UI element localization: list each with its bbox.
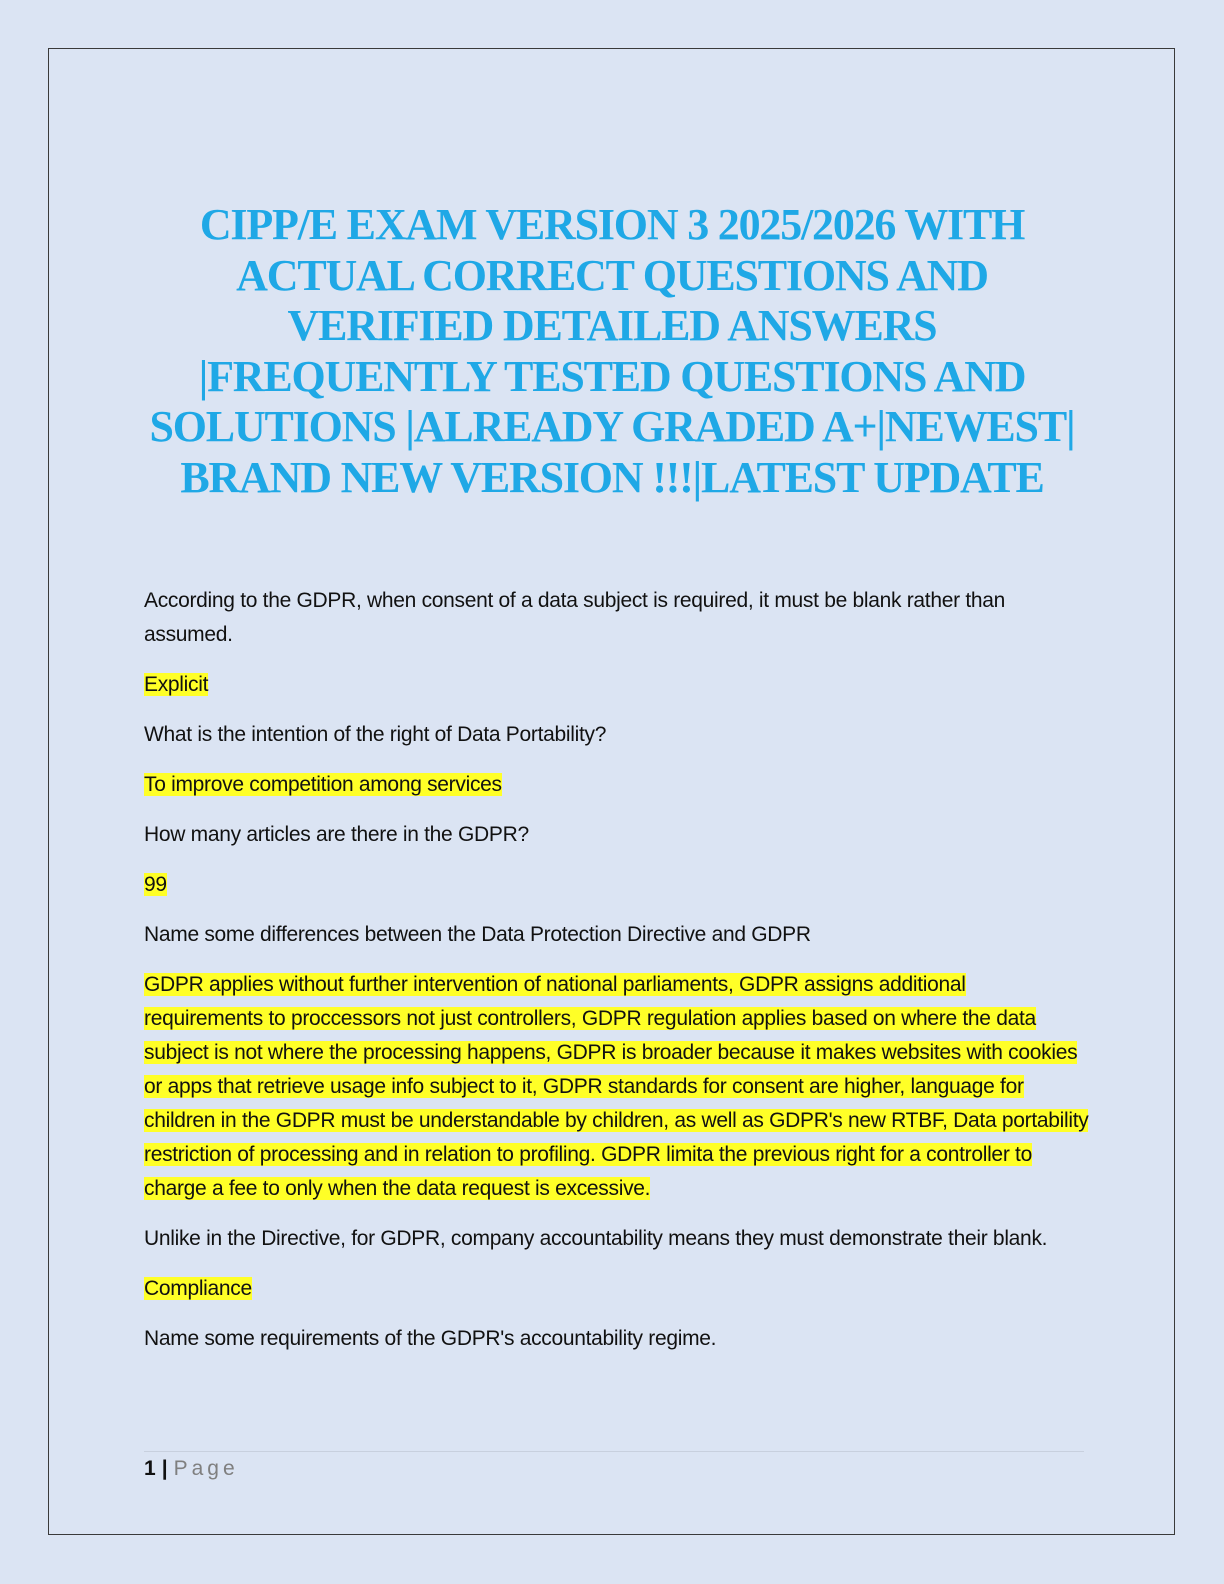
title-line: CIPP/E EXAM VERSION 3 2025/2026 WITH bbox=[199, 200, 1025, 249]
title-line: SOLUTIONS |ALREADY GRADED A+|NEWEST| bbox=[149, 402, 1075, 451]
question-text: How many articles are there in the GDPR? bbox=[144, 823, 529, 846]
answer-paragraph bbox=[144, 1272, 1089, 1306]
answer-text: Compliance bbox=[144, 1277, 252, 1300]
question-text: Unlike in the Directive, for GDPR, company accountability means they must demonstrate their blank. bbox=[144, 1227, 1048, 1250]
answer-text: To improve competition among services bbox=[144, 773, 502, 796]
footer-separator: | bbox=[161, 1457, 168, 1480]
question-text: What is the intention of the right of Data Portability? bbox=[144, 723, 607, 746]
document-title bbox=[130, 200, 1094, 503]
title-line: BRAND NEW VERSION !!!|LATEST UPDATE bbox=[180, 452, 1044, 502]
answer-text: GDPR applies without further intervention of national parliaments, GDPR assigns additional requirements to proccessors not just controllers, GDPR regulation applies based on where the data subject is not where the processing happens, GDPR is broader because it makes websites with cookies or apps that retrieve usage info subject to it, GDPR standards for consent are higher, language for children in the GDPR must be understandable by children, as well as GDPR's new RTBF, Data portability restriction of processing and in relation to profiling. GDPR limita the previous right for a controller to charge a fee to only when the data request is excessive. bbox=[144, 973, 1089, 1200]
answer-paragraph bbox=[144, 868, 1089, 902]
page-footer bbox=[144, 1455, 239, 1483]
question-text: Name some differences between the Data Protection Directive and GDPR bbox=[144, 923, 811, 946]
title-line: VERIFIED DETAILED ANSWERS bbox=[287, 301, 937, 350]
page-number: 1 bbox=[144, 1457, 156, 1480]
qa-content bbox=[144, 584, 1089, 1372]
answer-text: Explicit bbox=[144, 673, 209, 696]
answer-paragraph bbox=[144, 968, 1089, 1206]
question-text: Name some requirements of the GDPR's accountability regime. bbox=[144, 1327, 717, 1350]
page-label: Page bbox=[173, 1457, 239, 1480]
question-text: According to the GDPR, when consent of a data subject is required, it must be blank rather than assumed. bbox=[144, 589, 1005, 646]
answer-text: 99 bbox=[144, 873, 167, 896]
footer-divider bbox=[144, 1451, 1084, 1452]
title-line: ACTUAL CORRECT QUESTIONS AND bbox=[236, 250, 988, 300]
answer-paragraph bbox=[144, 768, 1089, 802]
answer-paragraph bbox=[144, 668, 1089, 702]
title-line: |FREQUENTLY TESTED QUESTIONS AND bbox=[198, 351, 1026, 401]
